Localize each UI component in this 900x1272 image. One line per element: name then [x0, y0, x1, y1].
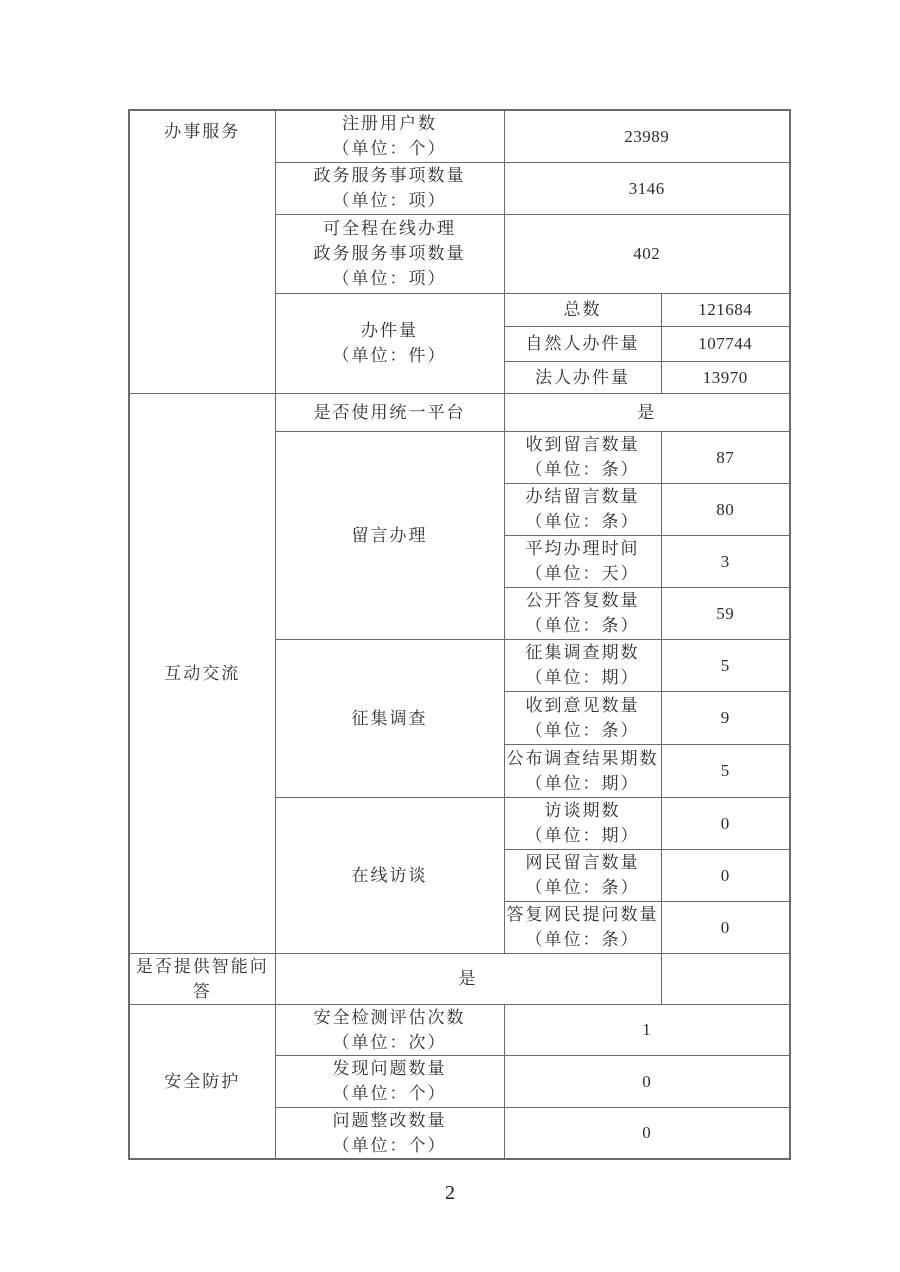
table-row — [129, 393, 790, 431]
value-cell: 107744 — [661, 326, 790, 361]
submetric-cell: 法人办件量 — [504, 361, 661, 393]
value-cell: 9 — [661, 691, 790, 744]
value-cell: 80 — [661, 483, 790, 535]
submetric-unit: （单位：条） — [525, 930, 640, 949]
metric-cell: 是否提供智能问答 — [129, 953, 275, 1004]
category-cell: 安全防护 — [129, 1004, 275, 1159]
submetric-unit: （单位：期） — [525, 668, 640, 687]
value-cell: 是 — [275, 953, 661, 1004]
category-cell: 互动交流 — [129, 393, 275, 953]
submetric-cell — [504, 587, 661, 639]
metric-cell — [275, 1055, 504, 1107]
submetric-cell — [504, 901, 661, 953]
value-cell: 0 — [661, 849, 790, 901]
metric-cell — [275, 293, 504, 393]
value-cell: 121684 — [661, 293, 790, 326]
metric-unit: （单位：个） — [332, 1084, 447, 1103]
statistics-table — [128, 109, 791, 1160]
submetric-label: 答复网民提问数量 — [506, 905, 659, 924]
submetric-label: 访谈期数 — [544, 801, 621, 820]
submetric-cell — [504, 639, 661, 691]
value-cell: 0 — [504, 1107, 790, 1159]
submetric-label: 收到留言数量 — [525, 435, 640, 454]
submetric-cell: 自然人办件量 — [504, 326, 661, 361]
submetric-label: 公布调查结果期数 — [506, 748, 659, 768]
submetric-label: 网民留言数量 — [525, 853, 640, 872]
submetric-cell — [504, 744, 661, 797]
metric-unit: （单位：个） — [332, 139, 447, 159]
value-cell: 87 — [661, 431, 790, 483]
metric-label: 注册用户数 — [342, 114, 437, 134]
value-cell: 5 — [661, 744, 790, 797]
metric-cell — [275, 214, 504, 293]
metric-cell — [275, 110, 504, 162]
value-cell: 0 — [504, 1055, 790, 1107]
submetric-cell — [504, 535, 661, 587]
submetric-unit: （单位：条） — [525, 460, 640, 479]
submetric-cell — [504, 483, 661, 535]
submetric-cell — [504, 431, 661, 483]
submetric-label: 征集调查期数 — [525, 643, 640, 662]
page-number: 2 — [445, 1182, 455, 1204]
metric-label: 政务服务事项数量 — [313, 166, 466, 185]
submetric-unit: （单位：条） — [525, 512, 640, 531]
submetric-unit: （单位：天） — [525, 564, 640, 583]
metric-label: 政务服务事项数量 — [313, 244, 466, 263]
metric-label: 安全检测评估次数 — [313, 1007, 466, 1027]
value-cell: 23989 — [504, 110, 790, 162]
metric-label: 可全程在线办理 — [323, 219, 456, 238]
value-cell: 0 — [661, 901, 790, 953]
table-row — [129, 1004, 790, 1055]
submetric-unit: （单位：期） — [525, 826, 640, 845]
value-cell: 3146 — [504, 162, 790, 214]
category-cell: 办事服务 — [129, 110, 275, 393]
metric-unit: （单位：项） — [332, 191, 447, 210]
metric-cell: 留言办理 — [275, 431, 504, 639]
metric-cell: 在线访谈 — [275, 797, 504, 953]
table-row — [129, 953, 790, 1004]
table-row — [129, 110, 790, 162]
value-cell: 3 — [661, 535, 790, 587]
value-cell: 402 — [504, 214, 790, 293]
value-cell: 是 — [504, 393, 790, 431]
metric-unit: （单位：次） — [332, 1032, 447, 1052]
submetric-label: 办结留言数量 — [525, 487, 640, 506]
metric-label: 办件量 — [361, 321, 418, 340]
submetric-cell — [504, 849, 661, 901]
submetric-unit: （单位：条） — [525, 878, 640, 897]
value-cell: 5 — [661, 639, 790, 691]
metric-cell — [275, 1107, 504, 1159]
metric-unit: （单位：件） — [332, 346, 447, 365]
submetric-label: 平均办理时间 — [525, 539, 640, 558]
submetric-cell — [504, 691, 661, 744]
submetric-label: 公开答复数量 — [525, 591, 640, 610]
metric-cell — [275, 1004, 504, 1055]
submetric-unit: （单位：条） — [525, 616, 640, 635]
metric-cell — [275, 162, 504, 214]
submetric-unit: （单位：条） — [525, 720, 640, 740]
value-cell: 13970 — [661, 361, 790, 393]
submetric-cell: 总数 — [504, 293, 661, 326]
metric-label: 发现问题数量 — [332, 1059, 447, 1078]
metric-unit: （单位：项） — [332, 269, 447, 288]
metric-cell: 征集调查 — [275, 639, 504, 797]
submetric-label: 收到意见数量 — [525, 695, 640, 715]
submetric-unit: （单位：期） — [525, 773, 640, 793]
value-cell: 0 — [661, 797, 790, 849]
value-cell: 1 — [504, 1004, 790, 1055]
metric-label: 问题整改数量 — [332, 1110, 447, 1130]
metric-cell: 是否使用统一平台 — [275, 393, 504, 431]
submetric-cell — [504, 797, 661, 849]
metric-unit: （单位：个） — [332, 1135, 447, 1155]
value-cell: 59 — [661, 587, 790, 639]
